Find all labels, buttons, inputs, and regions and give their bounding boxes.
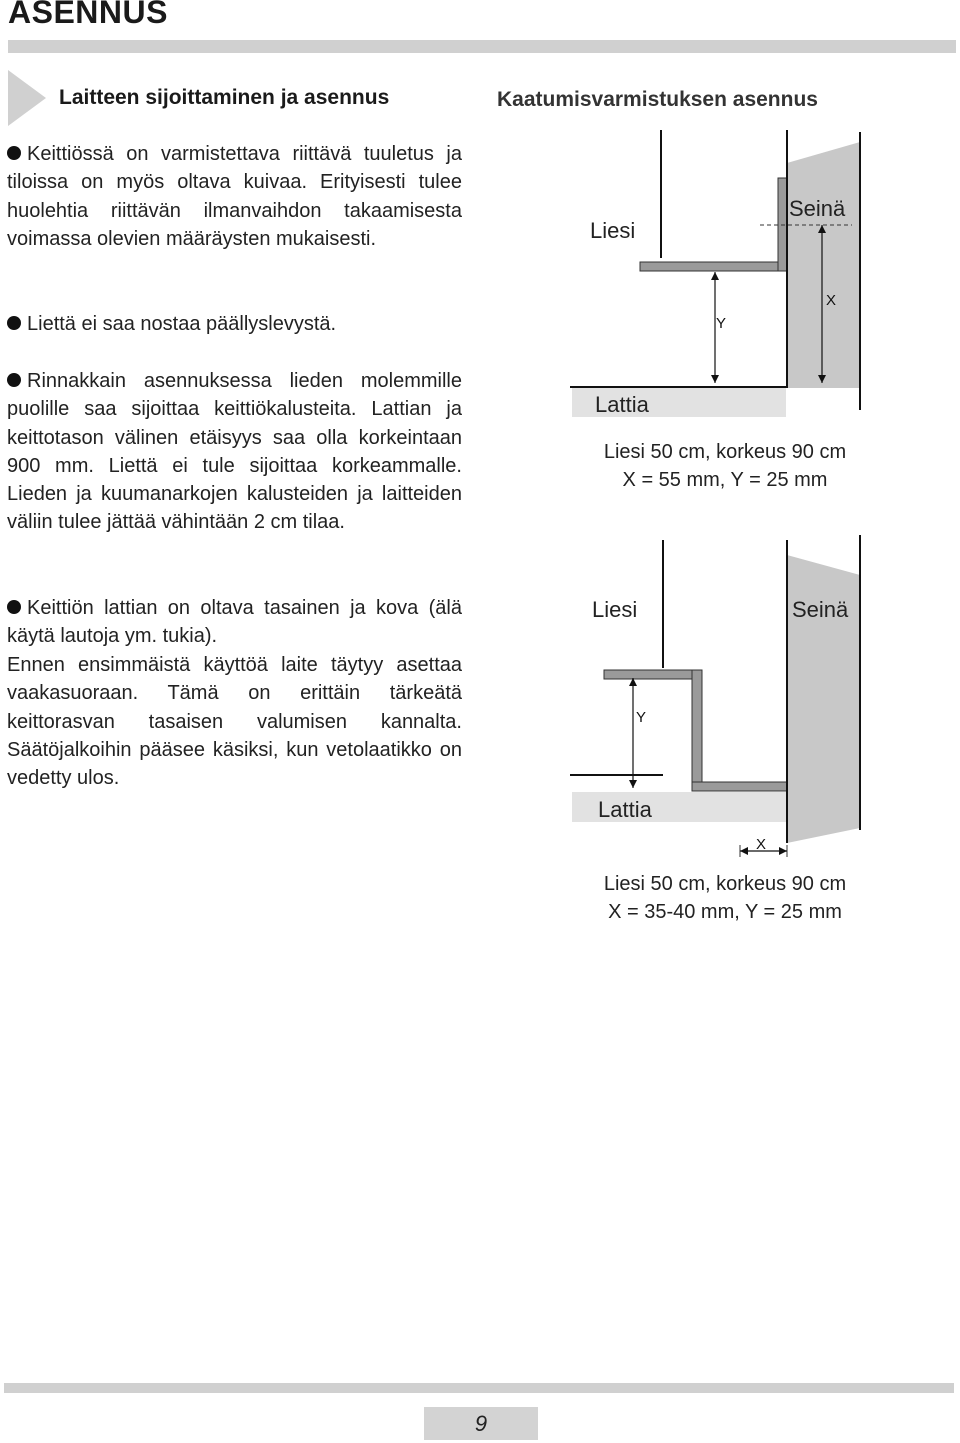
top-divider [8,40,956,53]
bottom-divider [4,1383,954,1393]
paragraph-text: Liettä ei saa nostaa päällyslevystä. [27,313,337,335]
bracket-upright [692,670,702,790]
bullet-icon [7,600,21,614]
anti-tip-bracket [640,262,786,271]
label-stove: Liesi [590,218,636,243]
paragraph-side-by-side [7,367,462,537]
caption-line: Liesi 50 cm, korkeus 90 cm [603,441,847,463]
paragraph-floor [7,594,462,651]
diagram-2-caption [560,870,890,926]
wall-shape [787,142,860,388]
bullet-icon [7,316,21,330]
label-stove: Liesi [592,597,638,622]
paragraph-text: Keittiössä on varmistettava riittävä tuuletus ja tiloissa on myös oltava kuivaa. Erityisesti tulee huolehtia riittävän ilmanvaihdon takaamisesta voimassa olevien määräysten mukaisesti. [7,143,462,250]
section-arrow-icon [8,70,48,126]
caption-line: X = 55 mm, Y = 25 mm [622,469,828,491]
caption-line: Liesi 50 cm, korkeus 90 cm [603,873,847,895]
label-x: X [756,836,767,853]
label-wall: Seinä [789,196,846,221]
page-number: 9 [424,1407,538,1440]
section-title: Laitteen sijoittaminen ja asennus [59,86,390,109]
anti-tip-diagram-1 [560,130,890,420]
paragraph-text: Keittiön lattian on oltava tasainen ja kova (älä käytä lautoja ym. tukia). [7,597,462,648]
page-title: ASENNUS [8,0,168,30]
label-wall: Seinä [792,597,849,622]
label-y: Y [716,315,727,332]
label-x: X [826,292,837,309]
paragraph-text: Ennen ensimmäistä käyttöä laite täytyy asettaa vaakasuoraan. Tämä on erittäin tärkeätä keittorasvan tasaisen valumisen kannalta. Säätöjalkoihin pääsee käsiksi, kun vetolaatikko on vedetty ulos. [7,654,462,790]
label-y: Y [636,709,647,726]
caption-line: X = 35-40 mm, Y = 25 mm [608,901,842,923]
paragraph-ventilation [7,140,462,253]
diagram-1-caption [560,438,890,494]
anti-tip-diagram-2 [560,535,890,865]
label-floor: Lattia [598,797,652,822]
paragraph-lifting [7,310,462,338]
diagram-section-title: Kaatumisvarmistuksen asennus [497,88,818,111]
label-floor: Lattia [595,392,649,417]
bracket-foot [692,782,787,791]
bullet-icon [7,373,21,387]
paragraph-leveling [7,651,462,792]
paragraph-text: Rinnakkain asennuksessa lieden molemmille puolille saa sijoittaa keittiökalusteita. Lattian ja keittotason välinen etäisyys saa olla korkeintaan 900 mm. Liettä ei tule sijoittaa korkeammalle. Lieden ja kuumanarkojen kalusteiden ja laitteiden väliin tulee jättää vähintään 2 cm tilaa. [7,370,462,534]
anti-tip-bracket [604,670,702,679]
bullet-icon [7,146,21,160]
